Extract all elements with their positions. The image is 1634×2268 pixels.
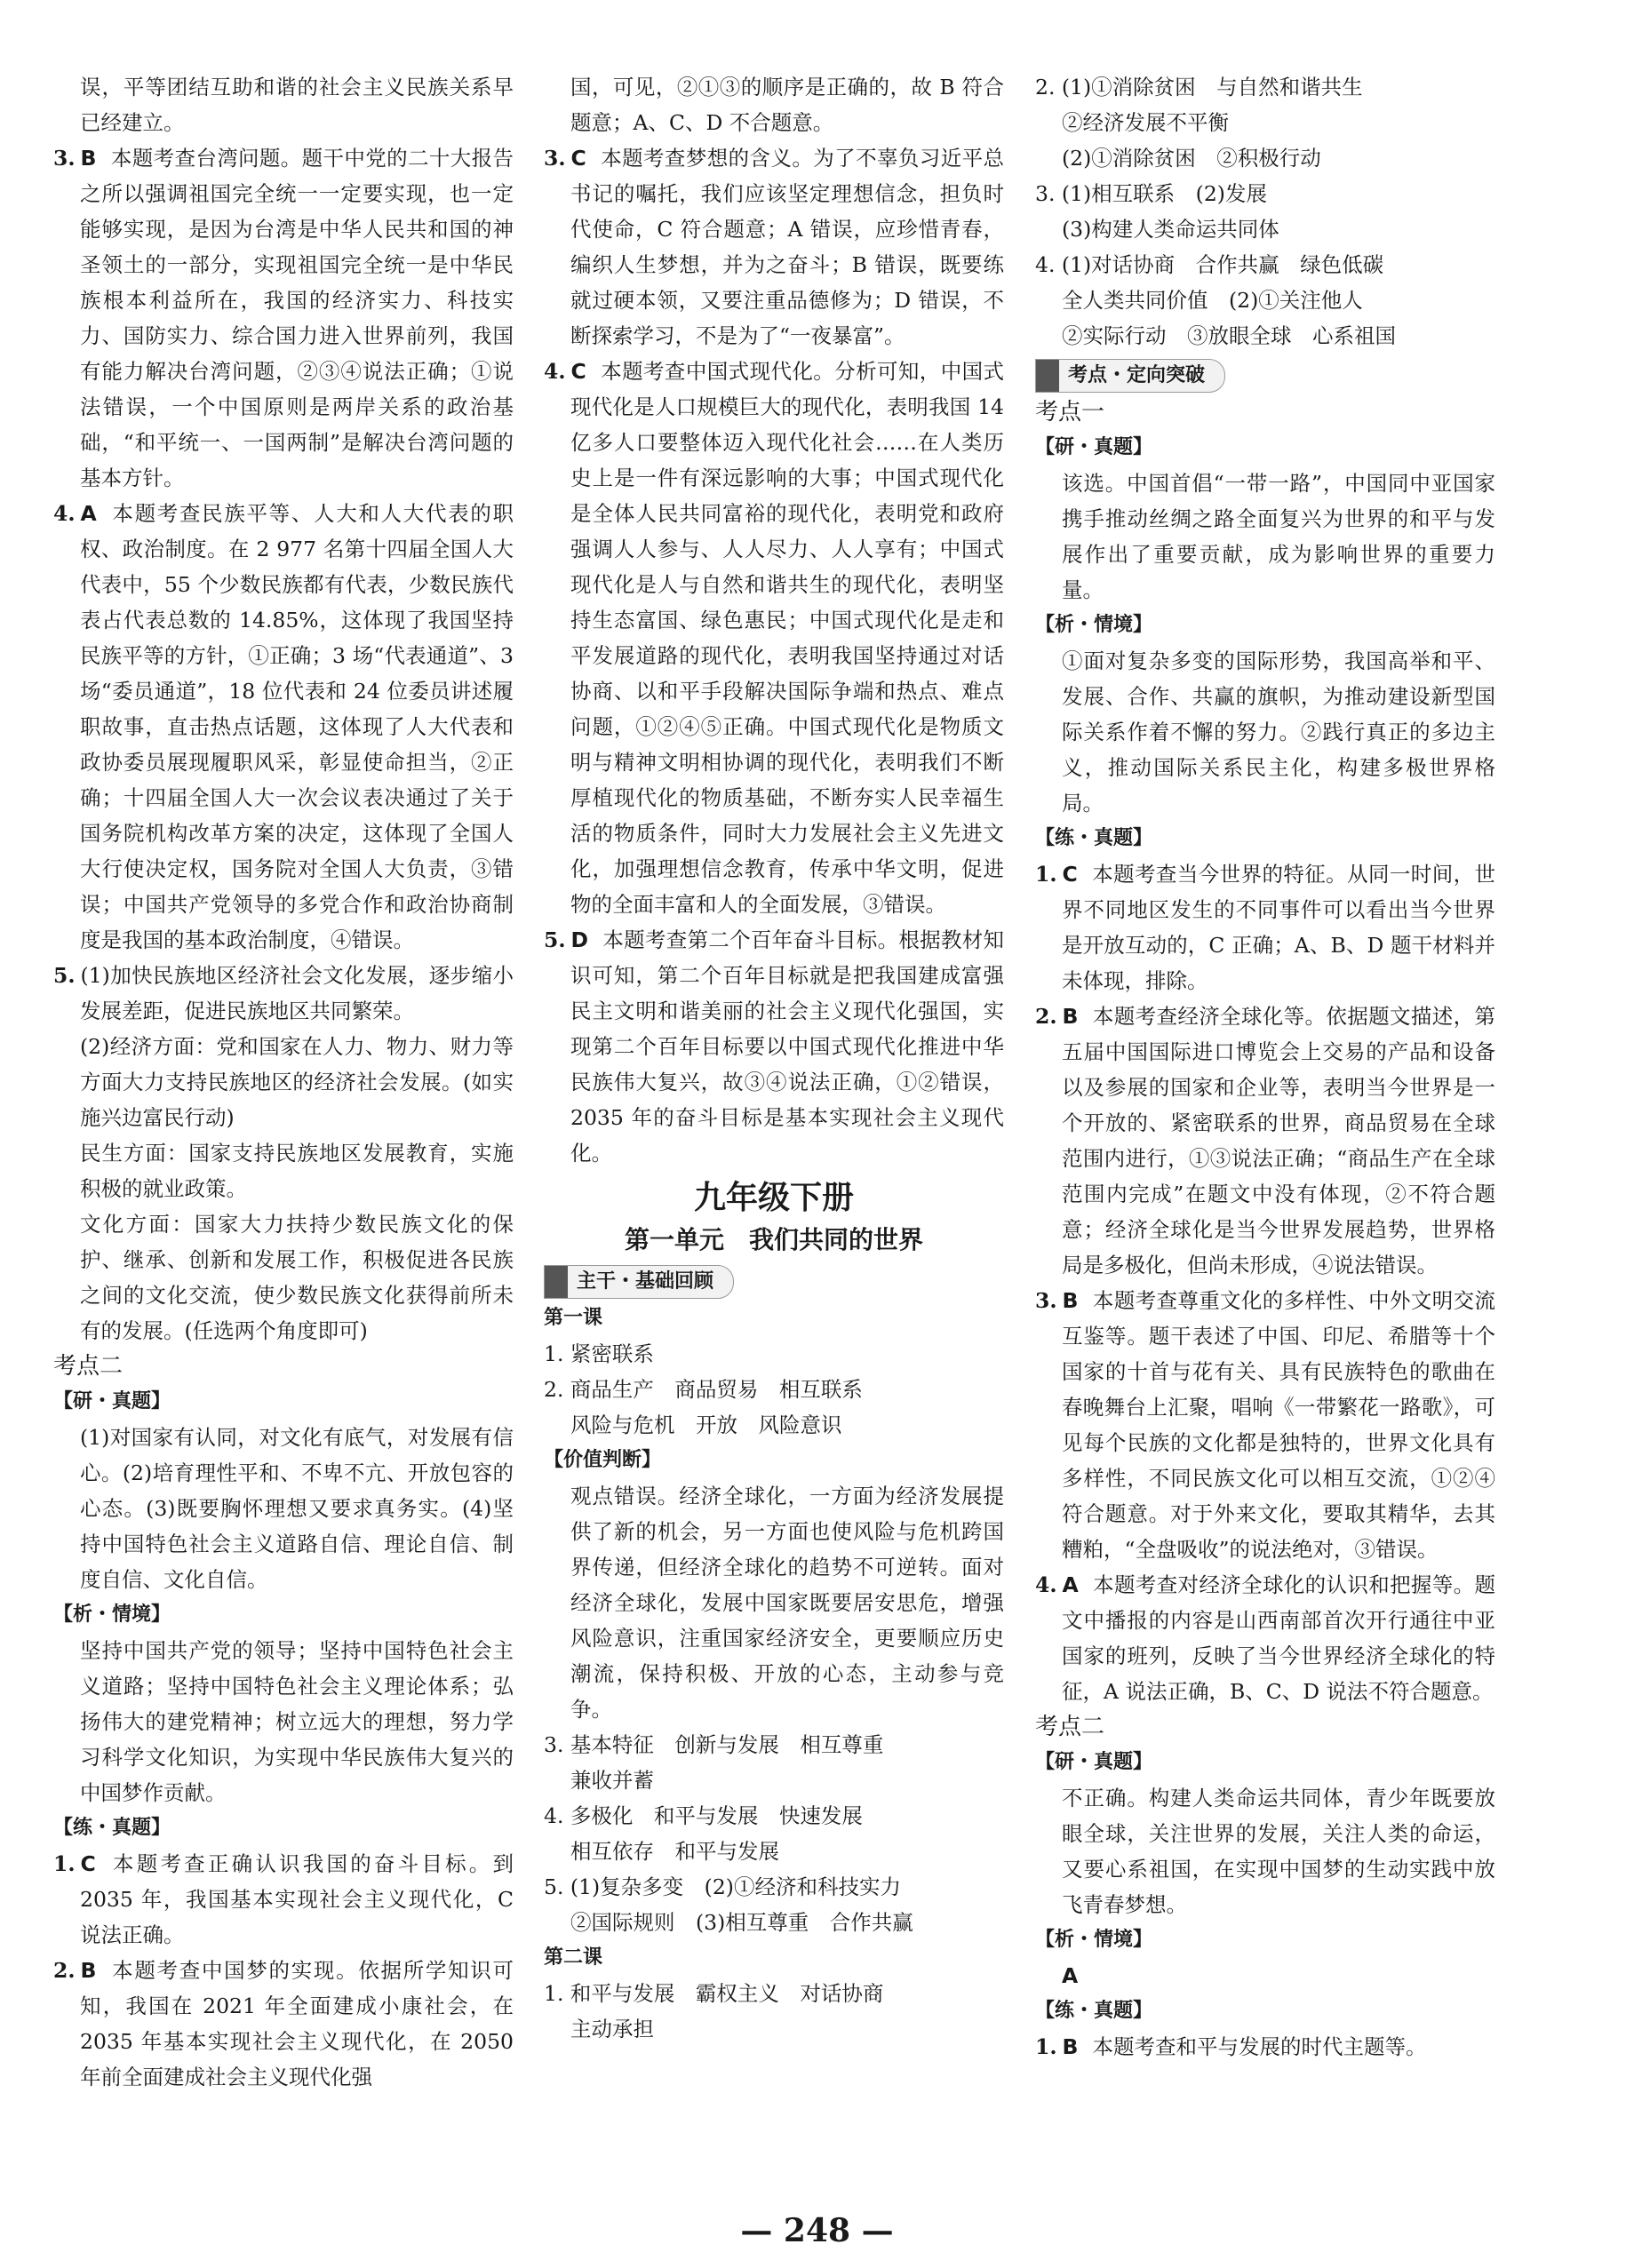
list-item: 相互依存 和平与发展 bbox=[570, 1839, 779, 1864]
practice-item-4: 4. A 本题考查对经济全球化的认识和把握等。题文中播报的内容是山西南部首次开行通往中亚国家的班列，反映了当今世界经济全球化的特征，A 说法正确，B、C、D 说法不符合题意。 bbox=[1035, 1572, 1495, 1704]
list-item: 兼收并蓄 bbox=[570, 1768, 654, 1793]
answer-item-4: 4. A 本题考查民族平等、人大和人大代表的职权、政治制度。在 2 977 名第十四届全国人大代表中，55 个少数民族都有代表，少数民族代表占代表总数的 14.85%，这体现了我国坚持民族平等的方针，①正确；3 场“代表通道”、3 场“委员通道”，18 位代表和 24 位委员讲述履职故事，直击热点话题，这体现了人大代表和政协委员展现履职风采，彰显使命担当，②正确；十四届全国人大一次会议表决通过了关于国务院机构改革方案的决定，这体现了全国人大行使决定权，国务院对全国人大负责，③错误；中国共产党领导的多党合作和政治协商制度是我国的基本政治制度，④错误。 bbox=[53, 501, 514, 952]
list-item: 2. 商品生产 商品贸易 相互联系 bbox=[544, 1377, 863, 1402]
answer-item-5-part4: 文化方面：国家大力扶持少数民族文化的保护、继承、创新和发展工作，积极促进各民族之间的文化交流，使少数民族文化获得前所未有的发展。(任选两个角度即可) bbox=[80, 1212, 514, 1343]
value-judgment-text: 观点错误。经济全球化，一方面为经济发展提供了新的机会，另一方面也使风险与危机跨国界传递，但经济全球化的趋势不可逆转。面对经济全球化，发展中国家既要居安思危，增强风险意识，注重国家经济安全，更要顺应历史潮流，保持积极、开放的心态，主动参与竞争。 bbox=[570, 1484, 1004, 1722]
practice-item-2: 2. B 本题考查经济全球化等。依据题文描述，第五届中国国际进口博览会上交易的产品和设备以及参展的国家和企业等，表明当今世界是一个开放的、紧密联系的世界，商品贸易在全球范围内进行，①③说法正确；“商品生产在全球范围内完成”在题文中没有体现，②不符合题意；经济全球化是当今世界发展趋势，世界格局是多极化，但尚未形成，④说法错误。 bbox=[1035, 1004, 1495, 1277]
list-item: 全人类共同价值 (2)①关注他人 bbox=[1062, 288, 1363, 313]
answer-item-3: 3. B 本题考查台湾问题。题干中党的二十大报告之所以强调祖国完全统一一定要实现，也一定能够实现，是因为台湾是中华人民共和国的神圣领土的一部分，实现祖国完全统一是中华民族根本利益所在，我国的经济实力、科技实力、国防实力、综合国力进入世界前列，我国有能力解决台湾问题，②③④说法正确；①说法错误，一个中国原则是两岸关系的政治基础，“和平统一、一国两制”是解决台湾问题的基本方针。 bbox=[53, 146, 514, 490]
banner-marker-icon bbox=[1036, 360, 1059, 392]
list-item: (3)构建人类命运共同体 bbox=[1062, 217, 1279, 242]
section-heading-kaodian-2: 考点二 bbox=[1035, 1714, 1105, 1740]
list-item: 1. 紧密联系 bbox=[544, 1341, 654, 1366]
column-middle bbox=[544, 69, 1004, 2047]
practice-item-2: 2. B 本题考查中国梦的实现。依据所学知识可知，我国在 2021 年全面建成小康社会，在 2035 年基本实现社会主义现代化，在 2050 年前全面建成社会主义现代化强 bbox=[53, 1958, 514, 2089]
tag-yan-zhenti: 【研・真题】 bbox=[1035, 436, 1153, 458]
answer-item-5: 5. (1)加快民族地区经济社会文化发展，逐步缩小发展差距，促进民族地区共同繁荣。 bbox=[53, 963, 514, 1023]
column-right bbox=[1035, 69, 1495, 2065]
practice-item-1: 1. C 本题考查当今世界的特征。从同一时间，世界不同地区发生的不同事件可以看出当今世界是开放互动的，C 正确；A、B、D 题干材料并未体现，排除。 bbox=[1035, 862, 1495, 993]
tag-lian-zhenti: 【练・真题】 bbox=[1035, 827, 1153, 849]
section-heading-kaodian-2: 考点二 bbox=[53, 1353, 124, 1380]
list-item: 风险与危机 开放 风险意识 bbox=[570, 1413, 842, 1437]
xi-qingjing-answer: A bbox=[1062, 1963, 1079, 1988]
page-number: — 248 — bbox=[740, 2212, 894, 2249]
tag-xi-qingjing: 【析・情境】 bbox=[1035, 1929, 1153, 1951]
tag-yan-zhenti: 【研・真题】 bbox=[1035, 1751, 1153, 1773]
column-left bbox=[53, 69, 514, 2095]
section-banner-basics: 主干・基础回顾 bbox=[544, 1265, 734, 1299]
tag-lian-zhenti: 【练・真题】 bbox=[53, 1817, 171, 1839]
lesson-heading-1: 第一课 bbox=[544, 1307, 603, 1329]
answer-item-4: 4. C 本题考查中国式现代化。分析可知，中国式现代化是人口规模巨大的现代化，表明我国 14 亿多人口要整体迈入现代化社会……在人类历史上是一件有深远影响的大事；中国式现代化是全体人民共同富裕的现代化，表明党和政府强调人人参与、人人尽力、人人享有；中国式现代化是人与自然和谐共生的现代化，表明坚持生态富国、绿色惠民；中国式现代化是走和平发展道路的现代化，表明我国坚持通过对话协商、以和平手段解决国际争端和热点、难点问题，①②④⑤正确。中国式现代化是物质文明与精神文明相协调的现代化，表明我们不断厚植现代化的物质基础，不断夯实人民幸福生活的物质条件，同时大力发展社会主义先进文化，加强理想信念教育，传承中华文明，促进物的全面丰富和人的全面发展，③错误。 bbox=[544, 359, 1004, 917]
tag-yan-zhenti: 【研・真题】 bbox=[53, 1390, 171, 1413]
answer-item-5-part3: 民生方面：国家支持民族地区发展教育，实施积极的就业政策。 bbox=[80, 1141, 514, 1201]
unit-title: 第一单元 我们共同的世界 bbox=[624, 1225, 923, 1254]
list-item: 4. 多极化 和平与发展 快速发展 bbox=[544, 1803, 863, 1828]
list-item: ②国际规则 (3)相互尊重 合作共赢 bbox=[570, 1910, 913, 1935]
practice-item-1: 1. B 本题考查和平与发展的时代主题等。 bbox=[1035, 2034, 1427, 2059]
section-heading-kaodian-1: 考点一 bbox=[1035, 399, 1105, 426]
tag-lian-zhenti: 【练・真题】 bbox=[1035, 2000, 1153, 2022]
yan-zhenti-text: 不正确。构建人类命运共同体，青少年既要放眼全球，关注世界的发展，关注人类的命运，又要心系祖国，在实现中国梦的生动实践中放飞青春梦想。 bbox=[1062, 1786, 1495, 1917]
continued-text: 国，可见，②①③的顺序是正确的，故 B 符合题意；A、C、D 不合题意。 bbox=[570, 75, 1004, 135]
continued-text: 误，平等团结互助和谐的社会主义民族关系早已经建立。 bbox=[80, 75, 514, 135]
list-item: 1. 和平与发展 霸权主义 对话协商 bbox=[544, 1981, 884, 2006]
list-item: 4. (1)对话协商 合作共赢 绿色低碳 bbox=[1035, 252, 1384, 277]
xi-qingjing-text: ①面对复杂多变的国际形势，我国高举和平、发展、合作、共赢的旗帜，为推动建设新型国际关系作着不懈的努力。②践行真正的多边主义，推动国际关系民主化，构建多极世界格局。 bbox=[1062, 649, 1495, 816]
list-item: 3. (1)相互联系 (2)发展 bbox=[1035, 181, 1267, 206]
section-banner-breakthrough: 考点・定向突破 bbox=[1035, 359, 1225, 393]
answer-item-5-part2: (2)经济方面：党和国家在人力、物力、财力等方面大力支持民族地区的经济社会发展。(如实施兴边富民行动) bbox=[80, 1034, 514, 1130]
tag-xi-qingjing: 【析・情境】 bbox=[53, 1604, 171, 1626]
practice-item-1: 1. C 本题考查正确认识我国的奋斗目标。到 2035 年，我国基本实现社会主义现代化，C 说法正确。 bbox=[53, 1851, 514, 1947]
yan-zhenti-text: 该选。中国首倡“一带一路”，中国同中亚国家携手推动丝绸之路全面复兴为世界的和平与发展作出了重要贡献，成为影响世界的重要力量。 bbox=[1062, 471, 1495, 602]
grade-title: 九年级下册 bbox=[693, 1180, 854, 1216]
list-item: 2. (1)①消除贫困 与自然和谐共生 bbox=[1035, 75, 1363, 99]
list-item: ②实际行动 ③放眼全球 心系祖国 bbox=[1062, 323, 1396, 348]
list-item: 5. (1)复杂多变 (2)①经济和科技实力 bbox=[544, 1874, 901, 1899]
list-item: (2)①消除贫困 ②积极行动 bbox=[1062, 146, 1321, 171]
xi-qingjing-text: 坚持中国共产党的领导；坚持中国特色社会主义道路；坚持中国特色社会主义理论体系；弘扬伟大的建党精神；树立远大的理想，努力学习科学文化知识，为实现中华民族伟大复兴的中国梦作贡献。 bbox=[80, 1638, 514, 1805]
banner-marker-icon bbox=[545, 1266, 568, 1298]
answer-item-5: 5. D 本题考查第二个百年奋斗目标。根据教材知识可知，第二个百年目标就是把我国建成富强民主文明和谐美丽的社会主义现代化强国，实现第二个百年目标要以中国式现代化推进中华民族伟大复兴，故③④说法正确，①②错误，2035 年的奋斗目标是基本实现社会主义现代化。 bbox=[544, 927, 1004, 1166]
list-item: 3. 基本特征 创新与发展 相互尊重 bbox=[544, 1732, 884, 1757]
list-item: ②经济发展不平衡 bbox=[1062, 110, 1229, 135]
list-item: 主动承担 bbox=[570, 2017, 654, 2041]
practice-item-3: 3. B 本题考查尊重文化的多样性、中外文明交流互鉴等。题干表述了中国、印尼、希腊等十个国家的十首与花有关、具有民族特色的歌曲在春晚舞台上汇聚，唱响《一带繁花一路歌》，可见每个民族的文化都是独特的，世界文化具有多样性，不同民族文化可以相互交流，①②④符合题意。对于外来文化，要取其精华，去其糟粕，“全盘吸收”的说法绝对，③错误。 bbox=[1035, 1288, 1495, 1562]
yan-zhenti-text: (1)对国家有认同，对文化有底气，对发展有信心。(2)培育理性平和、不卑不亢、开放包容的心态。(3)既要胸怀理想又要求真务实。(4)坚持中国特色社会主义道路自信、理论自信、制度自信、文化自信。 bbox=[80, 1425, 514, 1592]
tag-xi-qingjing: 【析・情境】 bbox=[1035, 614, 1153, 636]
answer-item-3: 3. C 本题考查梦想的含义。为了不辜负习近平总书记的嘱托，我们应该坚定理想信念，担负时代使命，C 符合题意；A 错误，应珍惜青春，编织人生梦想，并为之奋斗；B 错误，既要练就过硬本领，又要注重品德修为；D 错误，不断探索学习，不是为了“一夜暴富”。 bbox=[544, 146, 1004, 348]
lesson-heading-2: 第二课 bbox=[544, 1946, 603, 1969]
tag-value-judgment: 【价值判断】 bbox=[544, 1449, 662, 1471]
